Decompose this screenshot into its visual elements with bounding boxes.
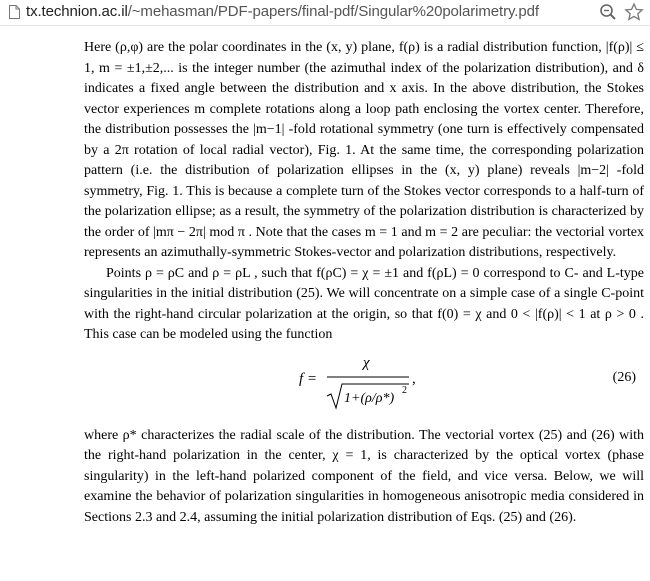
magnifier-zoom-icon[interactable] — [599, 3, 617, 21]
equation-radicand: 1+(ρ/ρ*) — [344, 390, 395, 406]
equation-exponent: 2 — [402, 384, 407, 396]
page-icon — [9, 5, 20, 19]
pdf-document — [84, 38, 644, 528]
paragraph-singularities: Points ρ = ρC and ρ = ρL , such that f(ρC) = χ = ±1 and f(ρL) = 0 correspond to C- and L-type singularities in the initial distribution (25). We will concentrate on a simple case of a single C-point with the right-hand circular polarization at the origin, so that f(0) = χ and 0 < |f(ρ)| < 1 at ρ > 0 . This case can be modeled using the function — [84, 265, 644, 342]
star-icon[interactable] — [624, 2, 644, 22]
equation-formula — [299, 350, 419, 416]
equation-numerator: χ — [363, 354, 370, 371]
url-text[interactable] — [26, 3, 539, 20]
equation-number: (26) — [612, 369, 636, 385]
equation-trailing-comma: , — [412, 370, 416, 387]
equation-26 — [84, 346, 644, 420]
address-bar[interactable] — [0, 0, 650, 26]
paragraph-distribution: Here (ρ,φ) are the polar coordinates in the (x, y) plane, f(ρ) is a radial distribution function, |f(ρ)| ≤ 1, m = ±1,±2,... is the integer number (the azimuthal index of the polarization distribution), and δ indicates a fixed angle between the distribution and x axis. In the above distribution, the Stokes vector experiences m complete rotations along a loop path enclosing the vortex center. Therefore, the distribution possesses the |m−1| -fold rotational symmetry (one turn is effectively compensated by a 2π rotation of local radial vector), Fig. 1. At the same time, the corresponding polarization pattern (i.e. the distribution of polarization ellipses in the (x, y) plane) reveals |m−2| -fold symmetry, Fig. 1. This is because a complete turn of the Stokes vector corresponds to a half-turn of the polarization ellipse; as a result, the symmetry of the polarization distribution is characterized by the order of |mπ − 2π| mod π . Note that the cases m = 1 and m = 2 are peculiar: the vectorial vortex represents an azimuthally-symmetric Stokes-vector and polarization distributions, respectively. — [84, 40, 644, 260]
paragraph-vortex: where ρ* characterizes the radial scale of the distribution. The vectorial vortex (25) and (26) with the right-hand polarization in the center, χ = 1, is characterized by the optical vortex (phase singularity) in the left-hand polarized component of the field, and vice versa. Below, we will examine the behavior of polarization singularities in homogeneous anisotropic media considered in Sections 2.3 and 2.4, assuming the initial polarization distribution of Eqs. (25) and (26). — [84, 427, 644, 525]
url-host: tx.technion.ac.il — [26, 3, 128, 20]
url-path: /~mehasman/PDF-papers/final-pdf/Singular%20polarimetry.pdf — [127, 3, 539, 20]
equation-lhs: f = — [299, 370, 318, 387]
